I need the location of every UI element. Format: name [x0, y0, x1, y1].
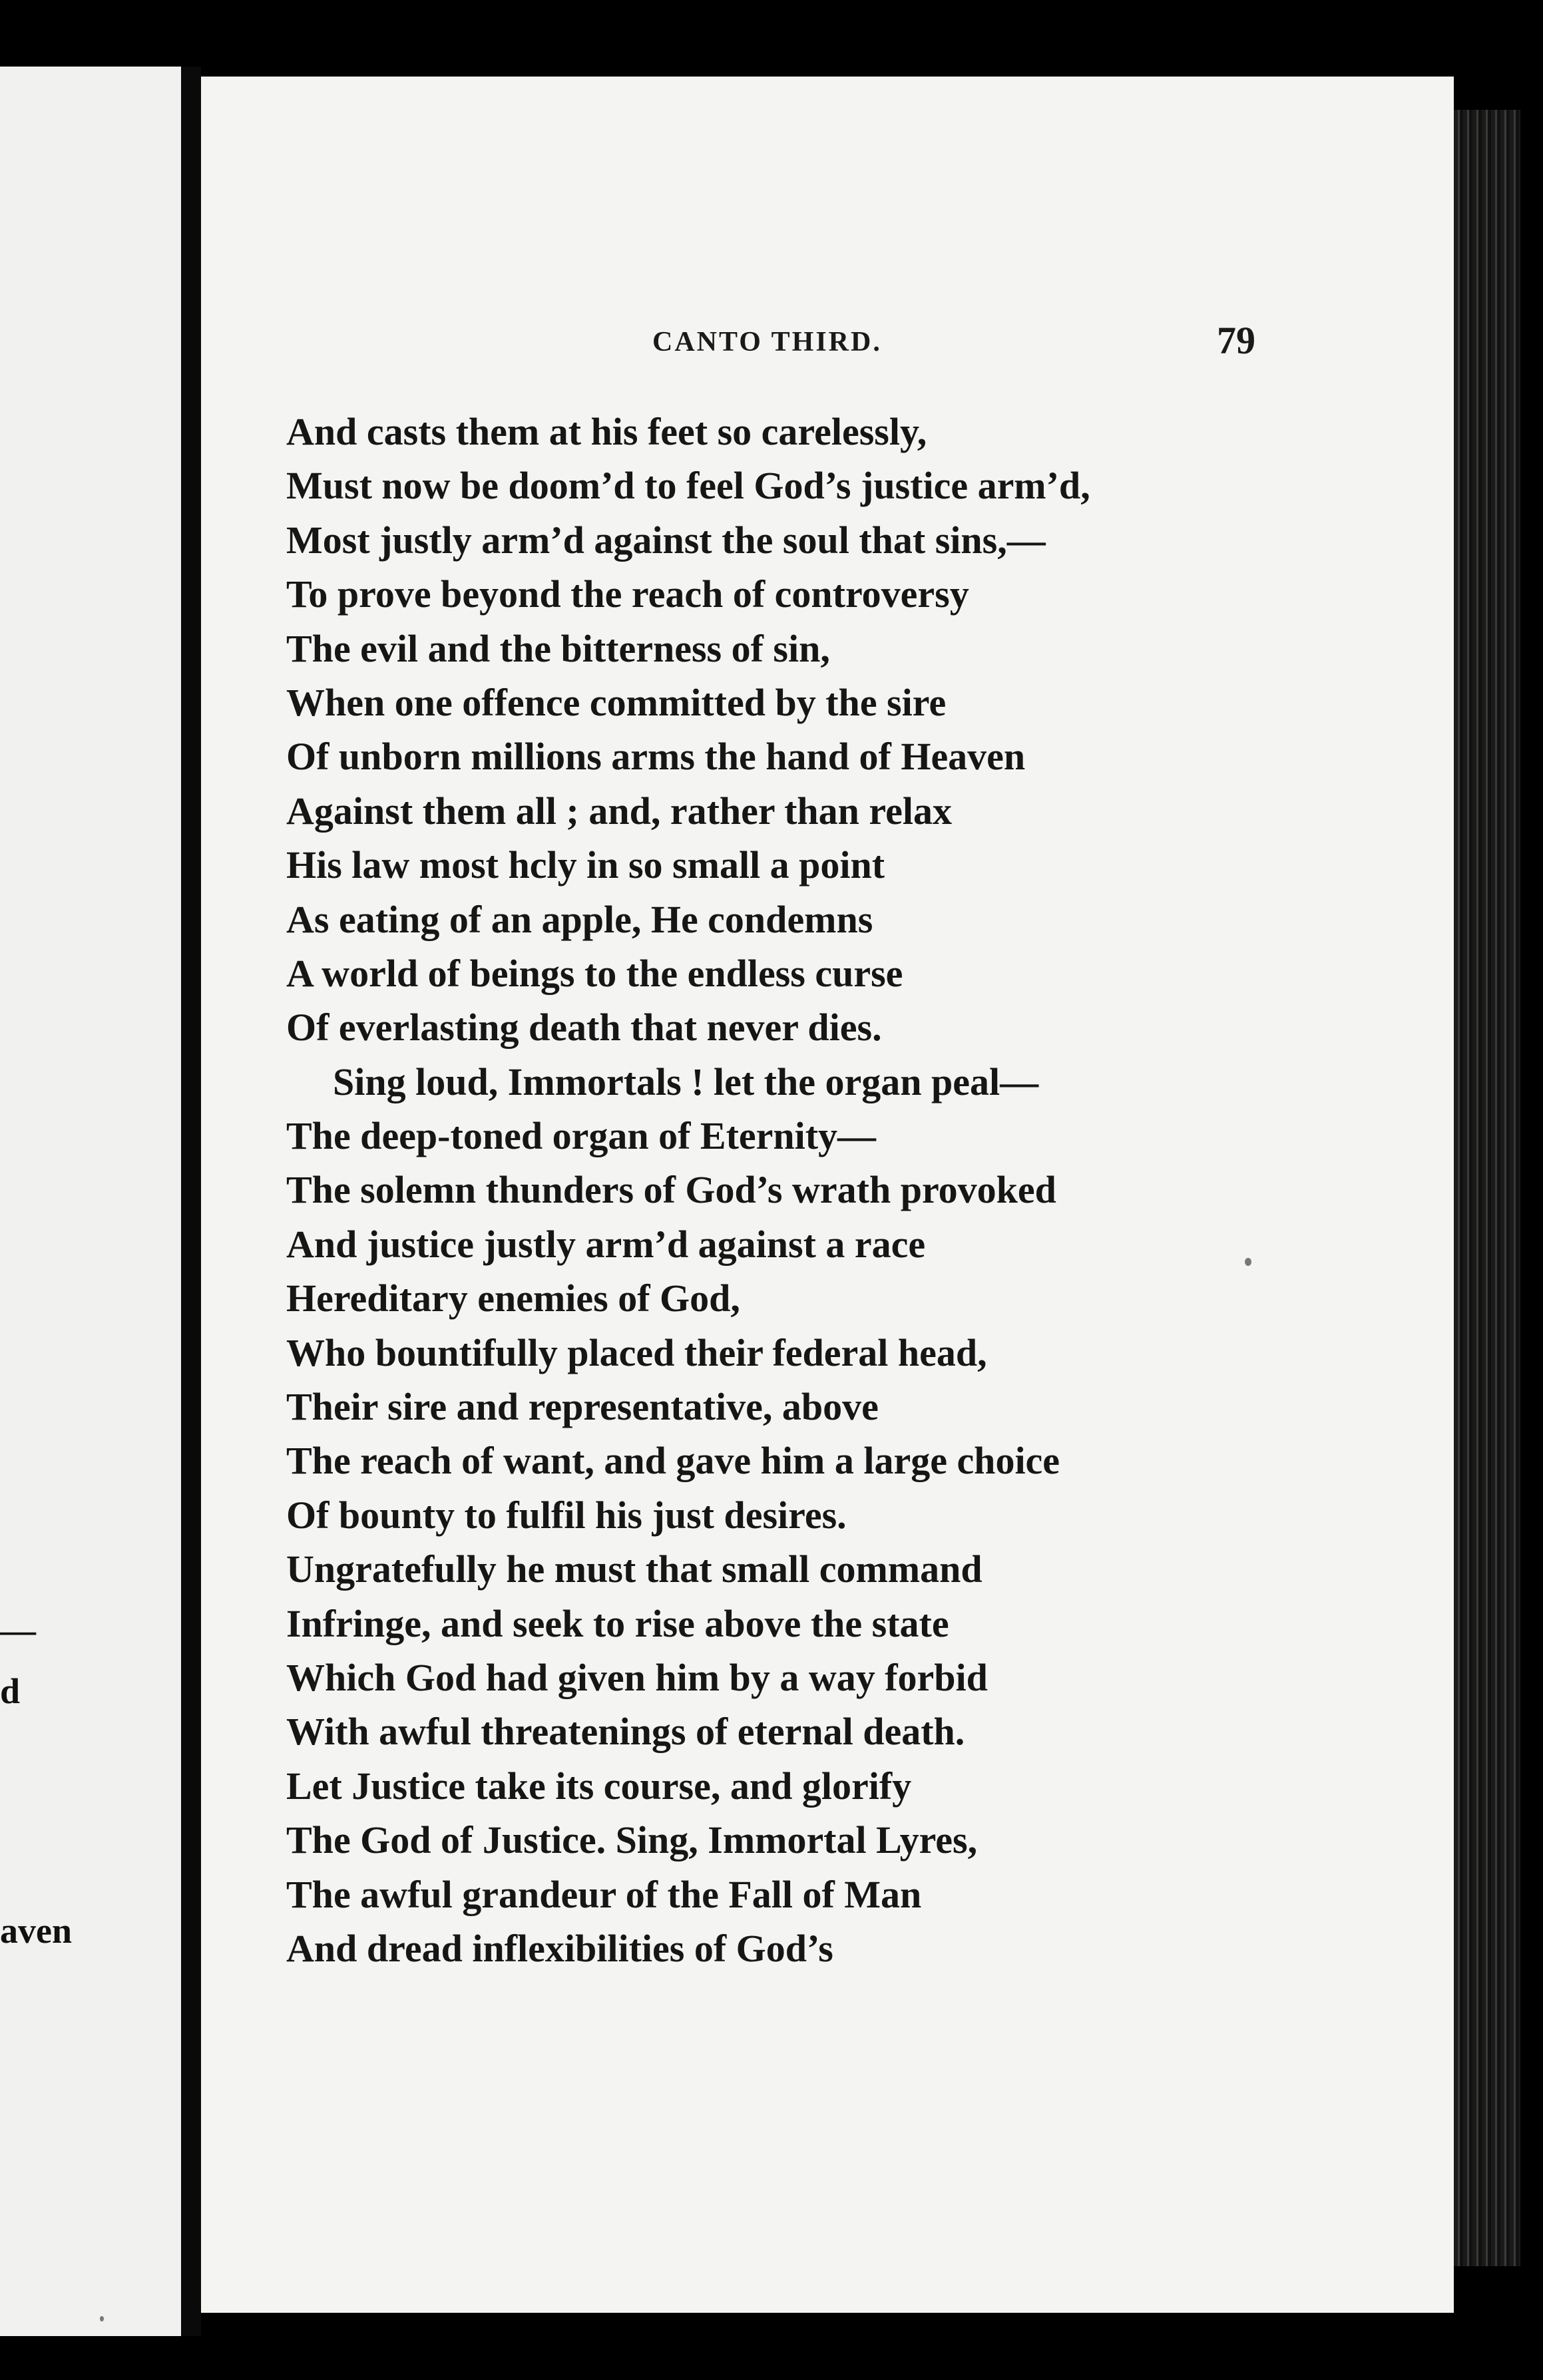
poem-line: A world of beings to the endless curse: [286, 951, 903, 995]
poem-line: Hereditary enemies of God,: [286, 1277, 740, 1320]
scan-speck: [1245, 1258, 1251, 1266]
poem-line: And casts them at his feet so carelessly,: [286, 410, 927, 453]
scan-speck: [100, 2316, 104, 2321]
poem-line: Who bountifully placed their federal head,: [286, 1330, 987, 1374]
book-gutter: [181, 67, 201, 2336]
page-block-edge: [1454, 110, 1520, 2266]
poem-line: With awful threatenings of eternal death.: [286, 1710, 965, 1754]
left-page-fragment: aven: [0, 1911, 72, 1951]
poem-line: The evil and the bitterness of sin,: [286, 626, 830, 670]
poem-line: The deep-toned organ of Eternity—: [286, 1114, 877, 1158]
poem-line: And justice justly arm’d against a race: [286, 1222, 926, 1266]
poem-line: Infringe, and seek to rise above the state: [286, 1601, 949, 1645]
poem-line: The awful grandeur of the Fall of Man: [286, 1872, 922, 1916]
poem-text: [286, 405, 1458, 1975]
poem-line: Most justly arm’d against the soul that sins,—: [286, 518, 1046, 562]
poem-line: Which God had given him by a way forbid: [286, 1655, 988, 1699]
running-head-title: CANTO THIRD.: [652, 327, 882, 357]
poem-line: Sing loud, Immortals ! let the organ peal—: [333, 1060, 1039, 1103]
left-page-fragment: —: [0, 1610, 36, 1650]
poem-line: Their sire and representative, above: [286, 1385, 879, 1429]
poem-line: The reach of want, and gave him a large choice: [286, 1439, 1060, 1483]
previous-page-edge: [0, 67, 181, 2336]
poem-line: And dread inflexibilities of God’s: [286, 1926, 833, 1970]
poem-line: Of everlasting death that never dies.: [286, 1006, 882, 1050]
page-number: 79: [1217, 319, 1255, 362]
poem-line: Let Justice take its course, and glorify: [286, 1764, 912, 1808]
poem-line: When one offence committed by the sire: [286, 680, 947, 724]
poem-line: As eating of an apple, He condemns: [286, 897, 873, 941]
poem-line: Ungratefully he must that small command: [286, 1547, 983, 1591]
poem-line: Against them all ; and, rather than relax: [286, 789, 952, 833]
poem-line: The solemn thunders of God’s wrath provoked: [286, 1168, 1056, 1212]
poem-line: The God of Justice. Sing, Immortal Lyres,: [286, 1818, 978, 1862]
poem-line: His law most hcly in so small a point: [286, 843, 885, 887]
poem-line: Of bounty to fulfil his just desires.: [286, 1493, 847, 1537]
poem-line: Of unborn millions arms the hand of Heaven: [286, 735, 1026, 779]
poem-line: Must now be doom’d to feel God’s justice arm’d,: [286, 464, 1090, 508]
left-page-fragment: d: [0, 1671, 21, 1711]
poem-line: To prove beyond the reach of controversy: [286, 572, 969, 616]
